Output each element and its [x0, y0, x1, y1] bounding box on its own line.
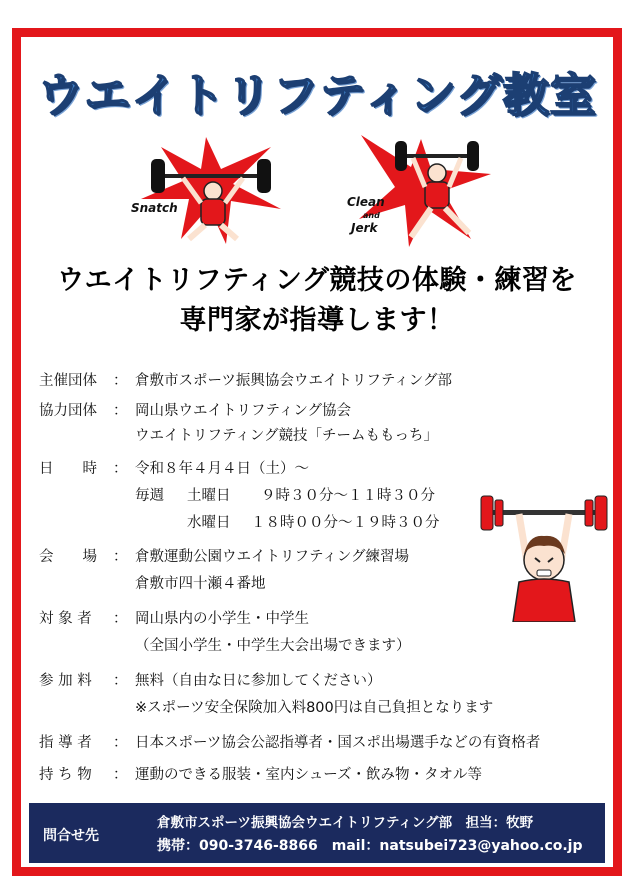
fee-value-2: ※スポーツ安全保険加入料800円は自己負担となります — [135, 700, 494, 716]
fee-label: 参 加 料 — [39, 673, 92, 689]
contact-organization: 倉敷市スポーツ振興協会ウエイトリフティング部 担当：牧野 — [157, 815, 534, 831]
belongings-value: 運動のできる服装・室内シューズ・飲み物・タオル等 — [135, 767, 482, 783]
contact-title: 問合せ先 — [43, 828, 99, 844]
wednesday-label: 水曜日 — [187, 515, 231, 531]
poster-frame — [12, 28, 622, 876]
colon: ： — [113, 673, 128, 689]
organizer-label: 主催団体 — [39, 373, 97, 389]
target-value-1: 岡山県内の小学生・中学生 — [135, 611, 309, 627]
boy-lifter-illustration — [479, 492, 609, 626]
snatch-label: Snatch — [131, 201, 178, 215]
organizer-value: 倉敷市スポーツ振興協会ウエイトリフティング部 — [135, 373, 452, 389]
colon: ： — [113, 461, 128, 477]
venue-value-2: 倉敷市四十瀬４番地 — [135, 576, 266, 592]
cooperation-value-1: 岡山県ウエイトリフティング協会 — [135, 403, 352, 419]
jerk-label: Jerk — [351, 221, 378, 235]
target-value-2: （全国小学生・中学生大会出場できます） — [135, 638, 411, 654]
clean-label: Clean — [347, 195, 385, 209]
datetime-value: 令和８年４月４日（土）～ — [135, 461, 309, 477]
instructor-value: 日本スポーツ協会公認指導者・国スポ出場選手などの有資格者 — [135, 735, 541, 751]
headline-line-1: ウエイトリフティング競技の体験・練習を — [57, 265, 577, 296]
contact-footer — [29, 803, 605, 863]
fee-value-1: 無料（自由な日に参加してください） — [135, 673, 382, 689]
belongings-label: 持 ち 物 — [39, 767, 92, 783]
datetime-label: 日 時 — [39, 461, 97, 477]
snatch-illustration — [121, 129, 291, 249]
contact-phone-mail: 携帯：090-3746-8866 mail：natsubei723@yahoo.co.jp — [157, 838, 583, 854]
colon: ： — [113, 611, 128, 627]
saturday-time: ９時３０分～１１時３０分 — [261, 488, 435, 504]
saturday-label: 土曜日 — [187, 488, 231, 504]
weekly-label: 毎週 — [135, 488, 164, 504]
wednesday-time: １８時００分～１９時３０分 — [251, 515, 440, 531]
cooperation-value-2: ウエイトリフティング競技「チームももっち」 — [135, 428, 439, 444]
headline — [21, 261, 613, 341]
colon: ： — [113, 549, 128, 565]
colon: ： — [113, 403, 128, 419]
poster-title: ウエイトリフティング教室 — [37, 68, 597, 122]
colon: ： — [113, 735, 128, 751]
venue-value-1: 倉敷運動公園ウエイトリフティング練習場 — [135, 549, 410, 565]
headline-line-2: 専門家が指導します！ — [179, 305, 455, 336]
cooperation-label: 協力団体 — [39, 403, 97, 419]
and-label: and — [363, 211, 380, 220]
colon: ： — [113, 767, 128, 783]
target-label: 対 象 者 — [39, 611, 92, 627]
colon: ： — [113, 373, 128, 389]
snatch-lifter-icon — [121, 129, 291, 249]
instructor-label: 指 導 者 — [39, 735, 92, 751]
venue-label: 会 場 — [39, 549, 97, 565]
boy-barbell-icon — [479, 492, 609, 622]
